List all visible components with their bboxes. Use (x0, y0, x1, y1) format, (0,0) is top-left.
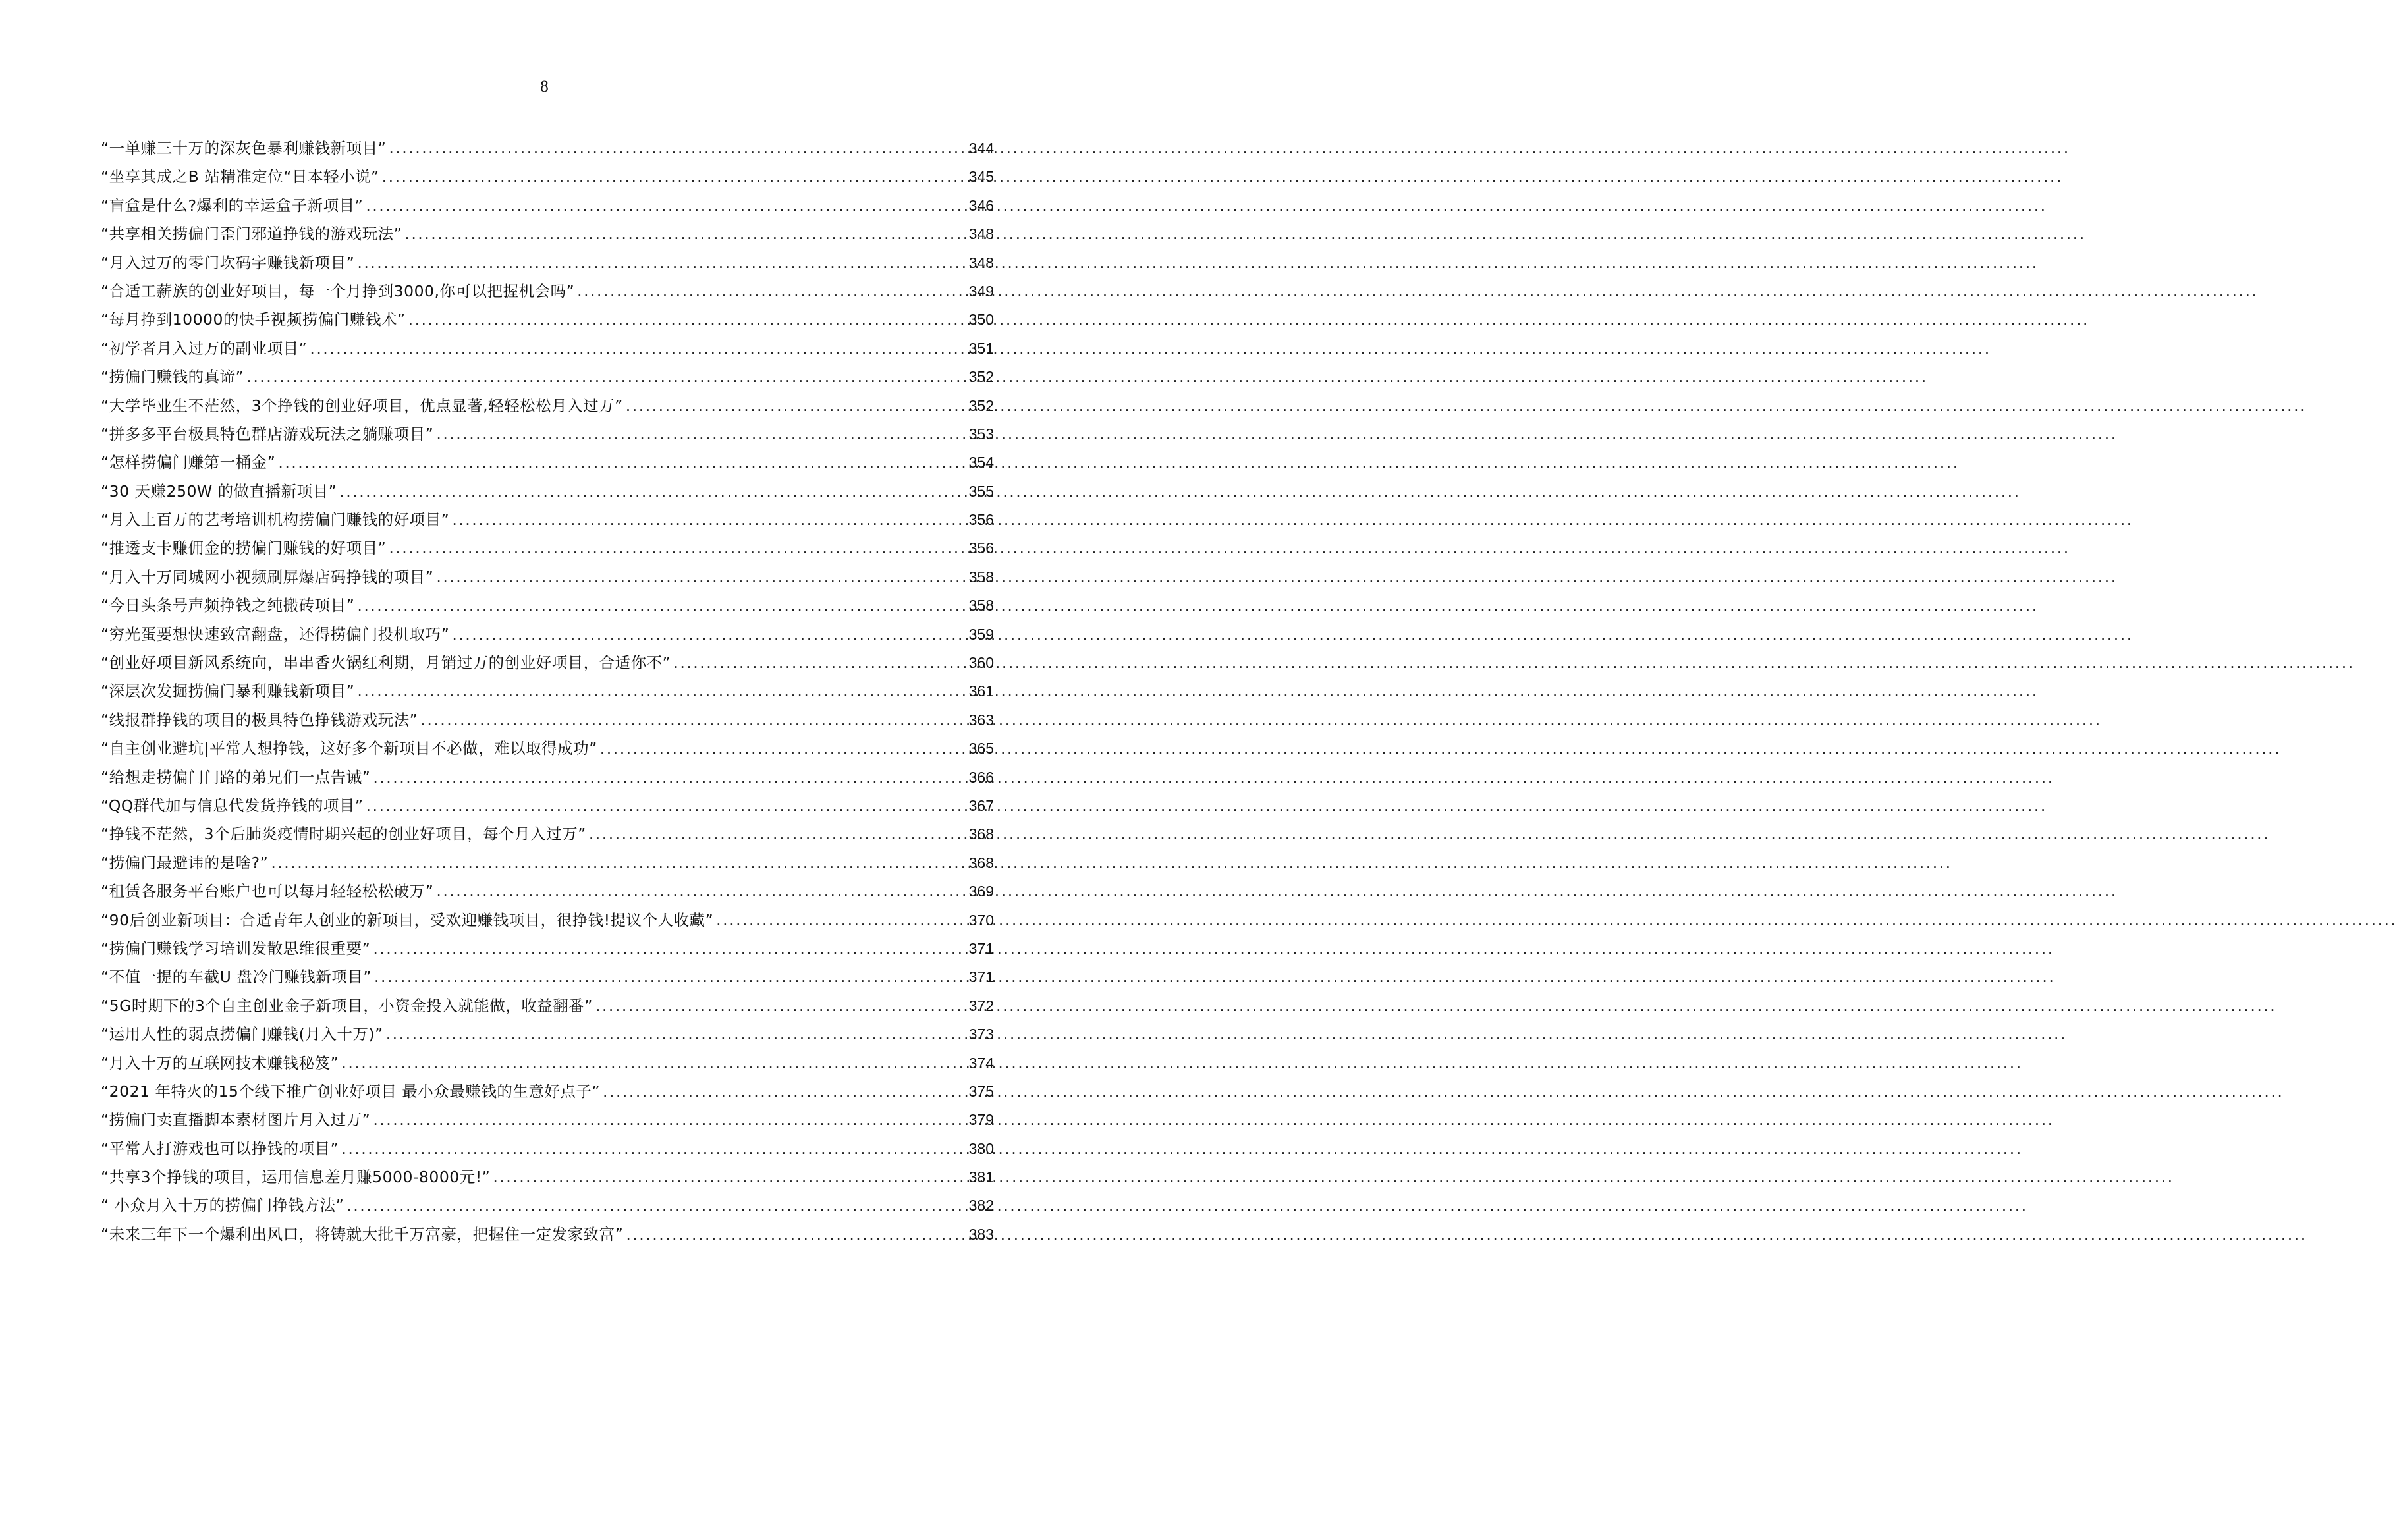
toc-dot-leader (374, 963, 966, 991)
toc-entry[interactable] (101, 649, 994, 677)
toc-entry[interactable] (101, 1135, 994, 1163)
toc-entry[interactable] (101, 506, 994, 534)
toc-entry-page-number: 365 (968, 740, 994, 757)
toc-dot-leader (373, 763, 966, 792)
toc-entry-title: “盲盒是什么?爆利的幸运盒子新项目” (101, 196, 364, 215)
toc-entry[interactable] (101, 163, 994, 191)
toc-entry-page-number: 346 (968, 196, 994, 214)
toc-entry-title: “推透支卡赚佣金的捞偏门赚钱的好项目” (101, 539, 387, 558)
toc-entry[interactable] (101, 249, 994, 277)
toc-entry-title: “一单赚三十万的深灰色暴利赚钱新项目” (101, 139, 387, 157)
toc-dot-leader (341, 1049, 966, 1078)
toc-dot-leader (278, 449, 966, 477)
toc-entry-page-number: 351 (968, 339, 994, 357)
toc-entry-page-number: 371 (968, 968, 994, 986)
toc-entry[interactable] (101, 534, 994, 563)
toc-entry-title: “QQ群代加与信息代发货挣钱的项目” (101, 796, 364, 815)
toc-entry-page-number: 374 (968, 1054, 994, 1072)
toc-entry-page-number: 356 (968, 539, 994, 557)
toc-dot-leader (436, 563, 966, 591)
toc-dot-leader (603, 1078, 966, 1106)
toc-dot-leader (373, 935, 966, 963)
toc-entry[interactable] (101, 1221, 994, 1249)
toc-dot-leader (366, 192, 966, 220)
toc-entry[interactable] (101, 820, 994, 848)
toc-entry-page-number: 369 (968, 883, 994, 900)
toc-dot-leader (271, 849, 966, 877)
toc-entry-page-number: 352 (968, 397, 994, 414)
toc-entry-page-number: 349 (968, 282, 994, 300)
toc-entry[interactable] (101, 306, 994, 334)
toc-entry-page-number: 375 (968, 1082, 994, 1100)
toc-dot-leader (626, 392, 966, 420)
toc-entry-page-number: 355 (968, 482, 994, 500)
toc-dot-leader (493, 1163, 966, 1192)
toc-dot-leader (673, 649, 966, 677)
toc-entry-title: “月入十万的互联网技术赚钱秘笈” (101, 1053, 339, 1072)
toc-dot-leader (595, 992, 966, 1020)
toc-entry-title: “线报群挣钱的项目的极具特色挣钱游戏玩法” (101, 710, 418, 729)
toc-entry-title: “合适工薪族的创业好项目，每一个月挣到3000,你可以把握机会吗” (101, 281, 575, 300)
toc-entry-page-number: 370 (968, 911, 994, 929)
toc-entry-title: “月入十万同城网小视频刷屏爆店码挣钱的项目” (101, 567, 434, 586)
toc-dot-leader (366, 792, 966, 820)
toc-entry-title: “月入过万的零门坎码字赚钱新项目” (101, 253, 355, 272)
toc-dot-leader (626, 1221, 966, 1249)
toc-entry-title: “坐享其成之B 站精准定位“日本轻小说” (101, 167, 379, 186)
toc-entry-page-number: 354 (968, 454, 994, 472)
toc-entry[interactable] (101, 449, 994, 477)
toc-dot-leader (310, 335, 966, 363)
toc-dot-leader (436, 420, 966, 449)
toc-entry-page-number: 358 (968, 597, 994, 615)
toc-entry-title: “ 小众月入十万的捞偏门挣钱方法” (101, 1196, 344, 1215)
toc-entry-title: “2021 年特火的15个线下推广创业好项目 最小众最赚钱的生意好点子” (101, 1082, 600, 1101)
toc-entry-title: “初学者月入过万的副业项目” (101, 339, 308, 358)
toc-entry-title: “租赁各服务平台账户也可以每月轻轻松松破万” (101, 882, 434, 901)
toc-dot-leader (357, 677, 966, 705)
toc-entry[interactable] (101, 1163, 994, 1192)
toc-entry-title: “挣钱不茫然，3个后肺炎疫情时期兴起的创业好项目，每个月入过万” (101, 825, 586, 844)
toc-entry-page-number: 344 (968, 140, 994, 157)
toc-entry-page-number: 348 (968, 225, 994, 243)
toc-dot-leader (589, 820, 966, 848)
toc-dot-leader (420, 706, 966, 734)
toc-entry-page-number: 383 (968, 1225, 994, 1243)
toc-dot-leader (373, 1106, 966, 1134)
toc-entry-title: “不值一提的车截U 盘冷门赚钱新项目” (101, 968, 372, 987)
toc-dot-leader (357, 249, 966, 277)
toc-entry[interactable] (101, 1020, 994, 1049)
toc-entry[interactable] (101, 220, 994, 248)
toc-entry[interactable] (101, 478, 994, 506)
toc-dot-leader (408, 306, 966, 334)
toc-entry-page-number: 371 (968, 939, 994, 957)
toc-entry-title: “拼多多平台极具特色群店游戏玩法之躺赚项目” (101, 424, 434, 443)
toc-entry[interactable] (101, 134, 994, 163)
toc-entry-page-number: 382 (968, 1197, 994, 1215)
toc-entry[interactable] (101, 849, 994, 877)
toc-entry[interactable] (101, 277, 994, 306)
toc-dot-leader (346, 1192, 966, 1220)
toc-dot-leader (246, 363, 966, 391)
toc-entry[interactable] (101, 935, 994, 963)
toc-dot-leader (357, 591, 966, 620)
toc-entry-page-number: 363 (968, 711, 994, 729)
toc-entry[interactable] (101, 734, 994, 763)
toc-entry-page-number: 381 (968, 1169, 994, 1186)
toc-entry-title: “共享相关捞偏门歪门邪道挣钱的游戏玩法” (101, 225, 402, 244)
toc-entry[interactable] (101, 992, 994, 1020)
toc-entry-page-number: 360 (968, 654, 994, 672)
toc-entry-page-number: 367 (968, 796, 994, 814)
toc-entry-page-number: 353 (968, 425, 994, 443)
toc-dot-leader (404, 220, 966, 248)
toc-entry[interactable] (101, 906, 994, 935)
toc-entry-title: “创业好项目新风系统向，串串香火锅红利期，月销过万的创业好项目，合适你不” (101, 653, 671, 673)
toc-entry[interactable] (101, 877, 994, 906)
toc-dot-leader (452, 620, 966, 649)
toc-dot-leader (716, 906, 966, 935)
toc-entry-title: “今日头条号声频挣钱之纯搬砖项目” (101, 596, 355, 615)
toc-entry-page-number: 356 (968, 511, 994, 529)
toc-entry[interactable] (101, 1192, 994, 1220)
table-of-contents (101, 134, 994, 1249)
toc-entry[interactable] (101, 563, 994, 591)
toc-entry-title: “未来三年下一个爆利出风口，将铸就大批千万富豪，把握住一定发家致富” (101, 1224, 624, 1244)
toc-entry-title: “5G时期下的3个自主创业金子新项目，小资金投入就能做，收益翻番” (101, 996, 593, 1015)
toc-entry-title: “深层次发掘捞偏门暴利赚钱新项目” (101, 682, 355, 701)
toc-entry-title: “大学毕业生不茫然，3个挣钱的创业好项目，优点显著,轻轻松松月入过万” (101, 396, 623, 415)
toc-entry[interactable] (101, 392, 994, 420)
toc-entry-title: “运用人性的弱点捞偏门赚钱(月入十万)” (101, 1025, 383, 1044)
toc-entry[interactable] (101, 963, 994, 991)
toc-entry-page-number: 368 (968, 854, 994, 871)
toc-dot-leader (452, 506, 966, 534)
toc-entry[interactable] (101, 792, 994, 820)
toc-entry-title: “捞偏门赚钱学习培训发散思维很重要” (101, 939, 371, 958)
toc-entry-title: “月入上百万的艺考培训机构捞偏门赚钱的好项目” (101, 510, 450, 530)
toc-entry-title: “怎样捞偏门赚第一桶金” (101, 453, 276, 472)
toc-entry-page-number: 358 (968, 568, 994, 586)
toc-entry-page-number: 361 (968, 682, 994, 700)
toc-entry-title: “90后创业新项目：合适青年人创业的新项目，受欢迎赚钱项目，很挣钱!提议个人收藏” (101, 910, 714, 929)
toc-entry-title: “共享3个挣钱的项目，运用信息差月赚5000-8000元!” (101, 1168, 491, 1187)
toc-entry-page-number: 368 (968, 825, 994, 843)
toc-entry-page-number: 380 (968, 1140, 994, 1157)
toc-dot-leader (600, 734, 966, 763)
toc-dot-leader (389, 534, 966, 563)
toc-dot-leader (389, 134, 966, 163)
toc-entry-page-number: 359 (968, 625, 994, 643)
toc-entry-title: “给想走捞偏门门路的弟兄们一点告诫” (101, 767, 371, 786)
toc-dot-leader (382, 163, 966, 191)
toc-entry[interactable] (101, 1049, 994, 1078)
toc-entry[interactable] (101, 620, 994, 649)
toc-entry-page-number: 350 (968, 311, 994, 329)
toc-entry[interactable] (101, 335, 994, 363)
toc-dot-leader (386, 1020, 966, 1049)
toc-entry[interactable] (101, 363, 994, 391)
toc-entry-title: “捞偏门卖直播脚本素材图片月入过万” (101, 1111, 371, 1130)
toc-entry-title: “捞偏门最避讳的是啥?” (101, 853, 269, 872)
toc-entry[interactable] (101, 677, 994, 705)
toc-entry-page-number: 379 (968, 1111, 994, 1129)
toc-entry[interactable] (101, 763, 994, 792)
toc-entry[interactable] (101, 192, 994, 220)
toc-entry-page-number: 348 (968, 254, 994, 271)
toc-entry-page-number: 372 (968, 997, 994, 1014)
toc-entry[interactable] (101, 1106, 994, 1134)
toc-entry-title: “每月挣到10000的快手视频捞偏门赚钱术” (101, 310, 406, 329)
toc-entry[interactable] (101, 706, 994, 734)
toc-entry[interactable] (101, 420, 994, 449)
toc-entry[interactable] (101, 1078, 994, 1106)
page-number: 8 (540, 78, 549, 96)
toc-entry-page-number: 352 (968, 368, 994, 386)
toc-entry-title: “穷光蛋要想快速致富翻盘，还得捞偏门投机取巧” (101, 624, 450, 644)
toc-entry-page-number: 366 (968, 768, 994, 786)
toc-dot-leader (577, 277, 966, 306)
toc-entry-title: “自主创业避坑|平常人想挣钱，这好多个新项目不必做，难以取得成功” (101, 739, 597, 758)
toc-entry-title: “30 天赚250W 的做直播新项目” (101, 481, 337, 501)
toc-entry[interactable] (101, 591, 994, 620)
toc-entry-page-number: 345 (968, 168, 994, 186)
toc-dot-leader (339, 478, 966, 506)
toc-entry-title: “捞偏门赚钱的真谛” (101, 368, 244, 387)
toc-dot-leader (341, 1135, 966, 1163)
toc-entry-page-number: 373 (968, 1026, 994, 1043)
toc-entry-title: “平常人打游戏也可以挣钱的项目” (101, 1139, 339, 1158)
toc-dot-leader (436, 877, 966, 906)
